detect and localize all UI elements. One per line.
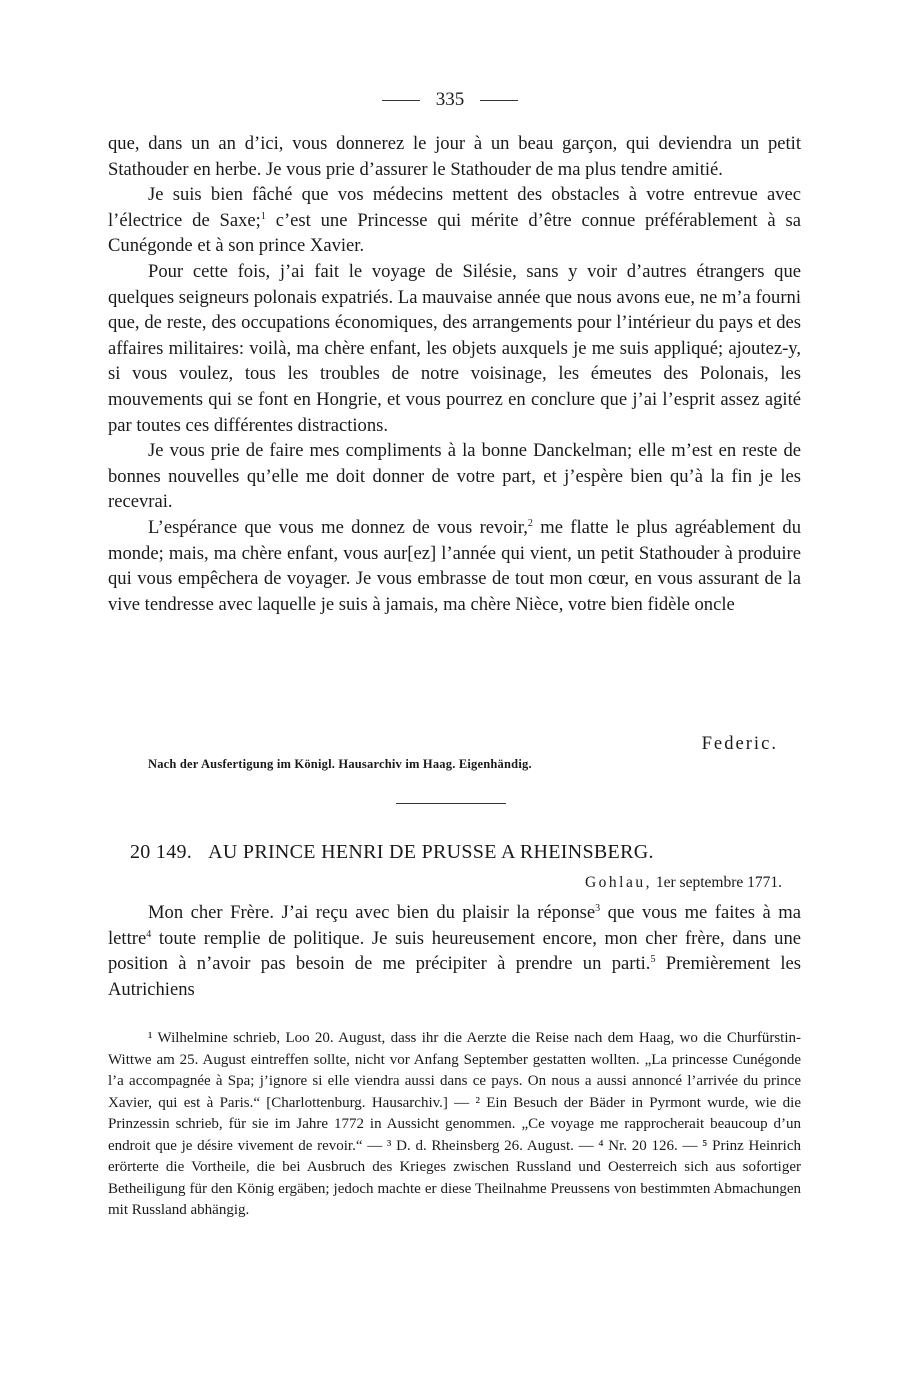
letter-title: AU PRINCE HENRI DE PRUSSE A RHEINSBERG.	[208, 841, 654, 863]
date-place: Gohlau,	[584, 874, 652, 891]
footnote-ref: 3	[595, 903, 601, 914]
section-divider	[396, 803, 506, 804]
footnote-ref: 5	[650, 954, 656, 966]
footnote-text: ¹ Wilhelmine schrieb, Loo 20. August, dass ihr die Aerzte die Reise nach dem Haag, wo die Churfürstin-Wittwe am 25. August eintreffen sollte, nicht vor Anfang September gestatten wollten. „La princesse Cunégonde l’a accompagnée à Spa; j’ignore si elle viendra aussi dans ce pays. On nous a aussi annoncé l’arrivée du prince Xavier, qui est à Paris.“ [Charlottenburg. Hausarchiv.] — ² Ein Besuch der Bäder in Pyrmont wurde, wie die Prinzessin schrieb, für sie im Jahre 1772 in Aussicht genommen. „Ce voyage me rapprocherait beaucoup d’un endroit que je désire vivement de revoir.“ — ³ D. d. Rheinsberg 26. August. — ⁴ Nr. 20 126. — ⁵ Prinz Heinrich erörterte die Vortheile, die bei Ausbruch des Krieges zwischen Russland und Oesterreich sich aus sofortiger Betheiligung für den König ergäben; jedoch machte er diese Theilnahme Preussens von bestimmten Abmachungen mit Russland abhängig.	[108, 1030, 801, 1218]
date-text: 1er septembre 1771.	[652, 874, 782, 891]
page-number: 335	[435, 89, 465, 110]
header-rule-left	[382, 100, 420, 101]
paragraph: Je vous prie de faire mes compliments à la bonne Danckelman; elle m’est en reste de bonnes nouvelles qu’elle me doit donner de votre part, et j’espère bien qu’à la fin je les recevrai.	[108, 440, 801, 513]
paragraph-text: toute remplie de politique. Je suis heureusement encore, mon cher frère, dans une position à n’avoir pas besoin de me précipiter à prendre un parti.	[108, 927, 801, 975]
paragraph: que, dans un an d’ici, vous donnerez le jour à un beau garçon, qui deviendra un petit Stathouder en herbe. Je vous prie d’assurer le Stathouder de ma plus tendre amitié.	[108, 133, 801, 180]
paragraph-text: c’est une Princesse qui mérite d’être connue préférablement à sa Cunégonde et à son prince Xavier.	[108, 209, 801, 257]
paragraph-text: L’espérance que vous me donnez de vous revoir,	[148, 516, 528, 538]
paragraph	[108, 515, 801, 617]
signature: Federic.	[701, 733, 778, 754]
paragraph-text: Premièrement les Autrichiens	[108, 953, 801, 1000]
letter-number: 20 149.	[130, 841, 193, 863]
letter-body	[108, 900, 801, 1002]
page-header	[0, 88, 900, 112]
footnotes	[108, 1028, 801, 1222]
letter-dateline	[585, 874, 782, 892]
footnote-ref: 4	[146, 928, 152, 940]
letter-heading	[130, 841, 654, 864]
paragraph-text: que vous me faites à ma lettre	[108, 902, 801, 949]
footnote-ref: 2	[527, 517, 533, 529]
letter-continuation	[108, 131, 801, 617]
paragraph	[108, 182, 801, 259]
paragraph-text: Je suis bien fâché que vos médecins mettent des obstacles à votre entrevue avec l’électrice de Saxe;	[108, 184, 801, 231]
footnote-ref: 1	[260, 210, 266, 222]
paragraph	[108, 900, 801, 1002]
source-note: Nach der Ausfertigung im Königl. Hausarchiv im Haag. Eigenhändig.	[148, 757, 532, 771]
header-rule-right	[480, 100, 518, 101]
paragraph: Pour cette fois, j’ai fait le voyage de Silésie, sans y voir d’autres étrangers que quelques seigneurs polonais expatriés. La mauvaise année que nous avons eue, ne m’a fourni que, de reste, des occupations économiques, des arrangements pour l’intérieur du pays et des affaires militaires: voilà, ma chère enfant, les objets auxquels je me suis appliqué; ajoutez-y, si vous voulez, tous les troubles de notre voisinage, les émeutes des Polonais, les mouvements qui se font en Hongrie, et vous pourrez en conclure que j’ai l’esprit assez agité par toutes ces différentes distractions.	[108, 260, 801, 436]
paragraph-text: Mon cher Frère. J’ai reçu avec bien du plaisir la réponse	[148, 902, 596, 923]
paragraph-text: me flatte le plus agréablement du monde; mais, ma chère enfant, vous aur[ez] l’année qui vient, un petit Stathouder à produire qui vous empêchera de voyager. Je vous embrasse de tout mon cœur, en vous assurant de la vive tendresse avec laquelle je suis à jamais, ma chère Nièce, votre bien fidèle oncle	[108, 516, 802, 615]
